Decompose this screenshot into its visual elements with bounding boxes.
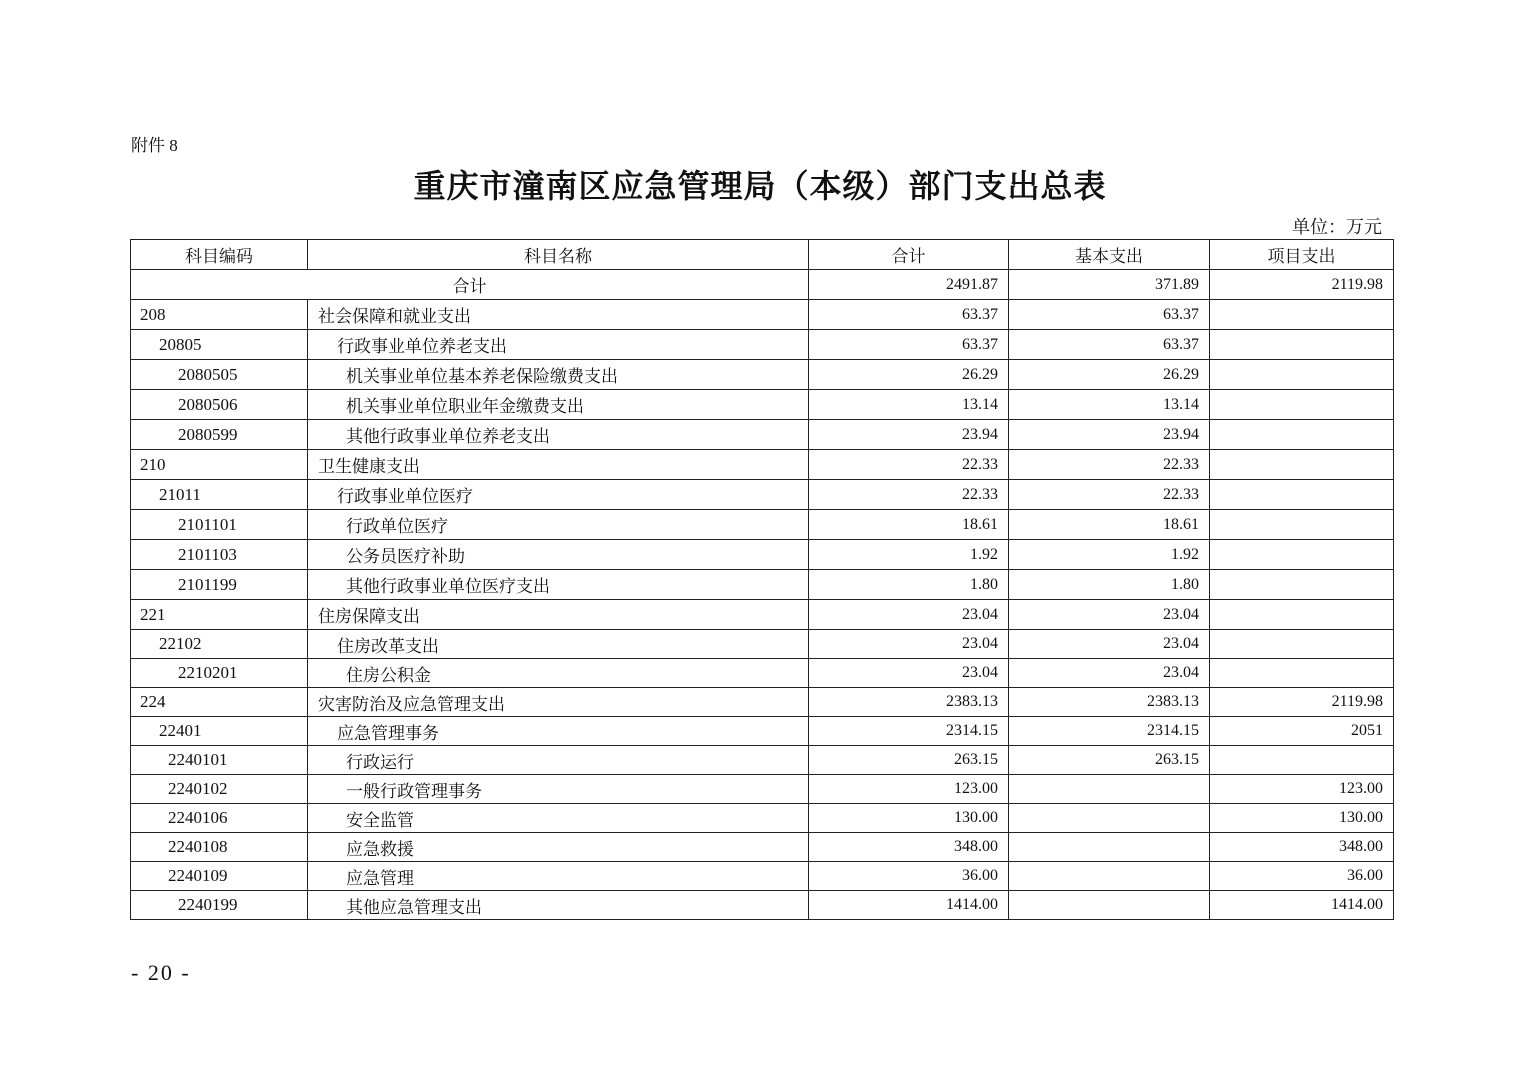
row-name: 应急管理: [308, 862, 809, 891]
table-row: [131, 390, 1394, 420]
table-row: [131, 480, 1394, 510]
row-name: 机关事业单位基本养老保险缴费支出: [308, 360, 809, 390]
row-name: 其他行政事业单位养老支出: [308, 420, 809, 450]
table-row: [131, 420, 1394, 450]
summary-row: [131, 270, 1394, 300]
row-total: 23.94: [809, 420, 1009, 450]
row-code: 2240199: [131, 891, 308, 920]
row-name: 行政事业单位医疗: [308, 480, 809, 510]
table-row: [131, 540, 1394, 570]
row-project: [1210, 659, 1394, 688]
row-total: 63.37: [809, 300, 1009, 330]
row-project: [1210, 330, 1394, 360]
row-project: 2119.98: [1210, 688, 1394, 717]
row-name: 社会保障和就业支出: [308, 300, 809, 330]
header-project: 项目支出: [1210, 240, 1394, 270]
row-code: 2240109: [131, 862, 308, 891]
row-basic: 22.33: [1009, 480, 1210, 510]
table-row: [131, 570, 1394, 600]
table-row: [131, 659, 1394, 688]
row-basic: 263.15: [1009, 746, 1210, 775]
table-row: [131, 600, 1394, 630]
row-name: 公务员医疗补助: [308, 540, 809, 570]
row-basic: 1.80: [1009, 570, 1210, 600]
summary-project: 2119.98: [1210, 270, 1394, 300]
row-basic: 18.61: [1009, 510, 1210, 540]
header-name: 科目名称: [308, 240, 809, 270]
table-row: [131, 891, 1394, 920]
table-row: [131, 775, 1394, 804]
unit-label: 单位：万元: [1292, 217, 1382, 237]
row-name: 应急救援: [308, 833, 809, 862]
table-row: [131, 510, 1394, 540]
row-basic: 23.04: [1009, 659, 1210, 688]
header-basic: 基本支出: [1009, 240, 1210, 270]
row-code: 22401: [131, 717, 308, 746]
row-project: [1210, 510, 1394, 540]
table-row: [131, 717, 1394, 746]
summary-basic: 371.89: [1009, 270, 1210, 300]
row-name: 其他行政事业单位医疗支出: [308, 570, 809, 600]
expenditure-table: [130, 239, 1394, 920]
row-name: 住房保障支出: [308, 600, 809, 630]
row-total: 63.37: [809, 330, 1009, 360]
row-basic: [1009, 891, 1210, 920]
row-code: 208: [131, 300, 308, 330]
row-code: 2240102: [131, 775, 308, 804]
row-total: 13.14: [809, 390, 1009, 420]
row-basic: 2383.13: [1009, 688, 1210, 717]
row-name: 行政单位医疗: [308, 510, 809, 540]
row-project: [1210, 600, 1394, 630]
row-total: 263.15: [809, 746, 1009, 775]
header-row: [131, 240, 1394, 270]
row-project: 348.00: [1210, 833, 1394, 862]
row-basic: 1.92: [1009, 540, 1210, 570]
table-row: [131, 804, 1394, 833]
row-name: 行政事业单位养老支出: [308, 330, 809, 360]
row-total: 23.04: [809, 659, 1009, 688]
row-project: [1210, 450, 1394, 480]
row-project: [1210, 570, 1394, 600]
row-total: 2314.15: [809, 717, 1009, 746]
row-project: 130.00: [1210, 804, 1394, 833]
row-code: 22102: [131, 630, 308, 659]
row-code: 20805: [131, 330, 308, 360]
row-project: [1210, 480, 1394, 510]
row-project: [1210, 630, 1394, 659]
row-code: 2080599: [131, 420, 308, 450]
row-code: 2210201: [131, 659, 308, 688]
row-name: 住房改革支出: [308, 630, 809, 659]
row-code: 2101103: [131, 540, 308, 570]
table-row: [131, 746, 1394, 775]
row-project: 36.00: [1210, 862, 1394, 891]
row-total: 18.61: [809, 510, 1009, 540]
row-total: 130.00: [809, 804, 1009, 833]
row-name: 卫生健康支出: [308, 450, 809, 480]
table-row: [131, 630, 1394, 659]
row-total: 22.33: [809, 480, 1009, 510]
row-name: 应急管理事务: [308, 717, 809, 746]
row-basic: 63.37: [1009, 330, 1210, 360]
row-basic: [1009, 775, 1210, 804]
row-total: 1.80: [809, 570, 1009, 600]
row-basic: 26.29: [1009, 360, 1210, 390]
row-name: 灾害防治及应急管理支出: [308, 688, 809, 717]
row-basic: 23.04: [1009, 600, 1210, 630]
document-title: 重庆市潼南区应急管理局（本级）部门支出总表: [413, 167, 1107, 205]
row-basic: [1009, 804, 1210, 833]
row-basic: 13.14: [1009, 390, 1210, 420]
row-code: 2101101: [131, 510, 308, 540]
header-code: 科目编码: [131, 240, 308, 270]
row-name: 安全监管: [308, 804, 809, 833]
table-row: [131, 833, 1394, 862]
row-basic: 23.94: [1009, 420, 1210, 450]
row-total: 36.00: [809, 862, 1009, 891]
table-row: [131, 330, 1394, 360]
row-project: 1414.00: [1210, 891, 1394, 920]
row-total: 1414.00: [809, 891, 1009, 920]
attachment-label: 附件 8: [131, 136, 178, 155]
row-total: 123.00: [809, 775, 1009, 804]
row-project: [1210, 420, 1394, 450]
row-project: [1210, 746, 1394, 775]
summary-label: 合计: [131, 270, 809, 300]
row-project: [1210, 300, 1394, 330]
row-total: 26.29: [809, 360, 1009, 390]
row-total: 1.92: [809, 540, 1009, 570]
row-basic: 2314.15: [1009, 717, 1210, 746]
header-total: 合计: [809, 240, 1009, 270]
row-basic: 22.33: [1009, 450, 1210, 480]
row-project: [1210, 540, 1394, 570]
table-row: [131, 360, 1394, 390]
row-total: 348.00: [809, 833, 1009, 862]
row-code: 2101199: [131, 570, 308, 600]
row-project: 123.00: [1210, 775, 1394, 804]
row-code: 224: [131, 688, 308, 717]
row-total: 22.33: [809, 450, 1009, 480]
row-project: [1210, 360, 1394, 390]
row-total: 23.04: [809, 600, 1009, 630]
row-total: 23.04: [809, 630, 1009, 659]
row-code: 2080505: [131, 360, 308, 390]
table-row: [131, 862, 1394, 891]
row-code: 221: [131, 600, 308, 630]
table-row: [131, 688, 1394, 717]
row-name: 行政运行: [308, 746, 809, 775]
row-basic: 63.37: [1009, 300, 1210, 330]
row-code: 2240108: [131, 833, 308, 862]
table-row: [131, 300, 1394, 330]
table-row: [131, 450, 1394, 480]
row-project: 2051: [1210, 717, 1394, 746]
page-number: - 20 -: [131, 960, 191, 985]
row-basic: 23.04: [1009, 630, 1210, 659]
row-name: 机关事业单位职业年金缴费支出: [308, 390, 809, 420]
row-total: 2383.13: [809, 688, 1009, 717]
row-basic: [1009, 862, 1210, 891]
row-code: 2080506: [131, 390, 308, 420]
row-basic: [1009, 833, 1210, 862]
row-name: 其他应急管理支出: [308, 891, 809, 920]
row-name: 住房公积金: [308, 659, 809, 688]
summary-total: 2491.87: [809, 270, 1009, 300]
row-code: 2240101: [131, 746, 308, 775]
row-code: 2240106: [131, 804, 308, 833]
row-name: 一般行政管理事务: [308, 775, 809, 804]
row-code: 21011: [131, 480, 308, 510]
row-project: [1210, 390, 1394, 420]
row-code: 210: [131, 450, 308, 480]
